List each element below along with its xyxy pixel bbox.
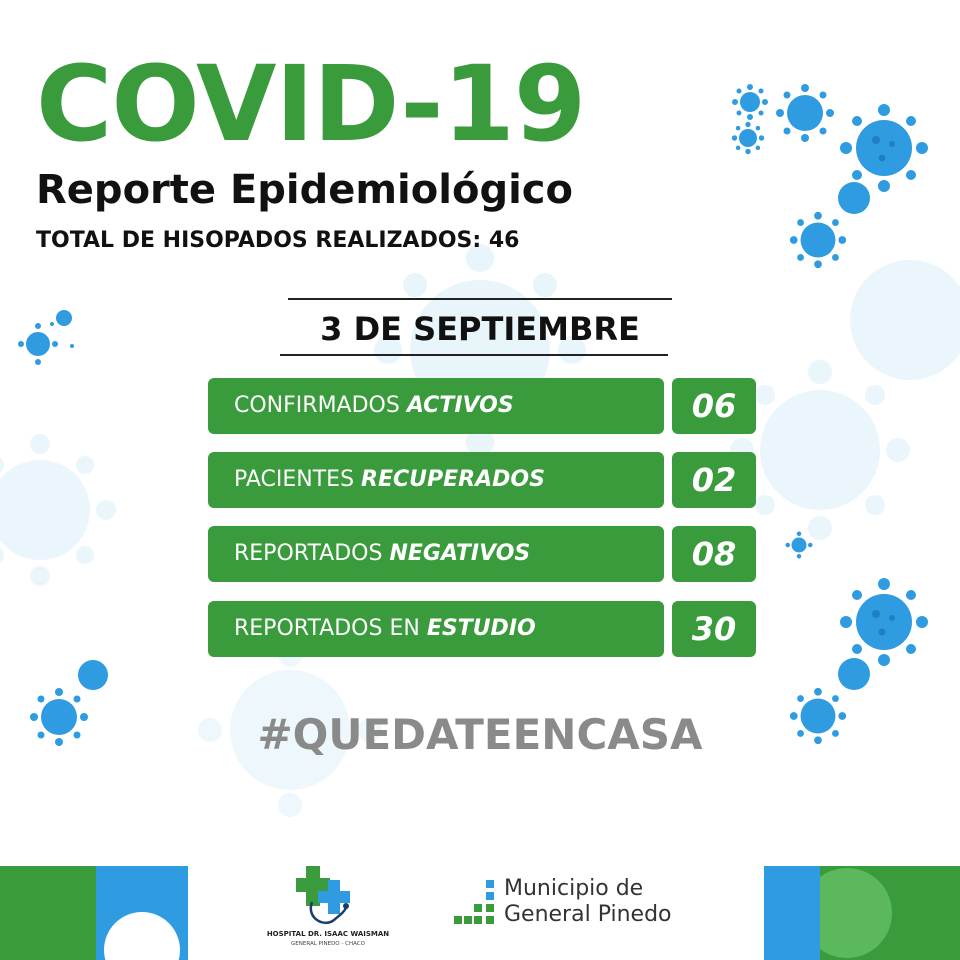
stethoscope-icon — [306, 900, 350, 930]
stat-label-emphasis: RECUPERADOS — [361, 467, 545, 492]
virus-icon — [786, 208, 850, 272]
page-title: COVID-19 — [36, 43, 586, 165]
stat-value: 30 — [672, 601, 756, 657]
hospital-location: GENERAL PINEDO - CHACO — [291, 941, 365, 947]
virus-icon — [730, 82, 770, 122]
virus-icon — [730, 120, 766, 156]
stat-row-study — [208, 601, 756, 657]
stat-label-text: CONFIRMADOS — [234, 393, 407, 418]
stat-label — [208, 526, 664, 582]
date-top-rule — [288, 298, 672, 300]
stat-label — [208, 601, 664, 657]
stat-label-emphasis: ESTUDIO — [426, 616, 536, 641]
hashtag-text: #QUEDATEENCASA — [257, 710, 703, 759]
footer-green-block-right — [820, 866, 960, 960]
stat-value: 02 — [672, 452, 756, 508]
total-swabs-text: TOTAL DE HISOPADOS REALIZADOS: 46 — [36, 228, 520, 253]
stat-row-recovered — [208, 452, 756, 508]
stat-label — [208, 452, 664, 508]
stat-value: 08 — [672, 526, 756, 582]
municipio-line-2: General Pinedo — [504, 902, 672, 927]
stat-label-emphasis: ACTIVOS — [406, 393, 514, 418]
virus-icon — [16, 304, 80, 368]
date-bottom-rule — [280, 354, 668, 356]
stat-label-text: PACIENTES — [234, 467, 362, 492]
background-virus-icon — [360, 230, 600, 470]
footer-green-block-left — [0, 866, 96, 960]
stat-label — [208, 378, 664, 434]
background-bubble-icon — [840, 250, 960, 390]
background-virus-icon — [0, 430, 120, 590]
footer-blue-block-left — [96, 866, 188, 960]
municipio-line-1: Municipio de — [504, 876, 644, 901]
municipio-logo — [452, 874, 712, 934]
hospital-logo — [266, 852, 390, 956]
footer-blue-block-right — [764, 866, 820, 960]
stat-row-active — [208, 378, 756, 434]
virus-icon — [784, 530, 814, 560]
stat-value: 06 — [672, 378, 756, 434]
stat-label-emphasis: NEGATIVOS — [389, 541, 531, 566]
virus-icon — [772, 80, 838, 146]
hospital-name: HOSPITAL DR. ISAAC WAISMAN — [266, 930, 390, 938]
report-subtitle: Reporte Epidemiológico — [36, 167, 573, 213]
stat-row-negative — [208, 526, 756, 582]
report-date: 3 DE SEPTIEMBRE — [320, 310, 640, 348]
stat-label-text: REPORTADOS EN — [234, 616, 427, 641]
municipio-logo-icon — [452, 878, 500, 926]
stat-label-text: REPORTADOS — [234, 541, 390, 566]
